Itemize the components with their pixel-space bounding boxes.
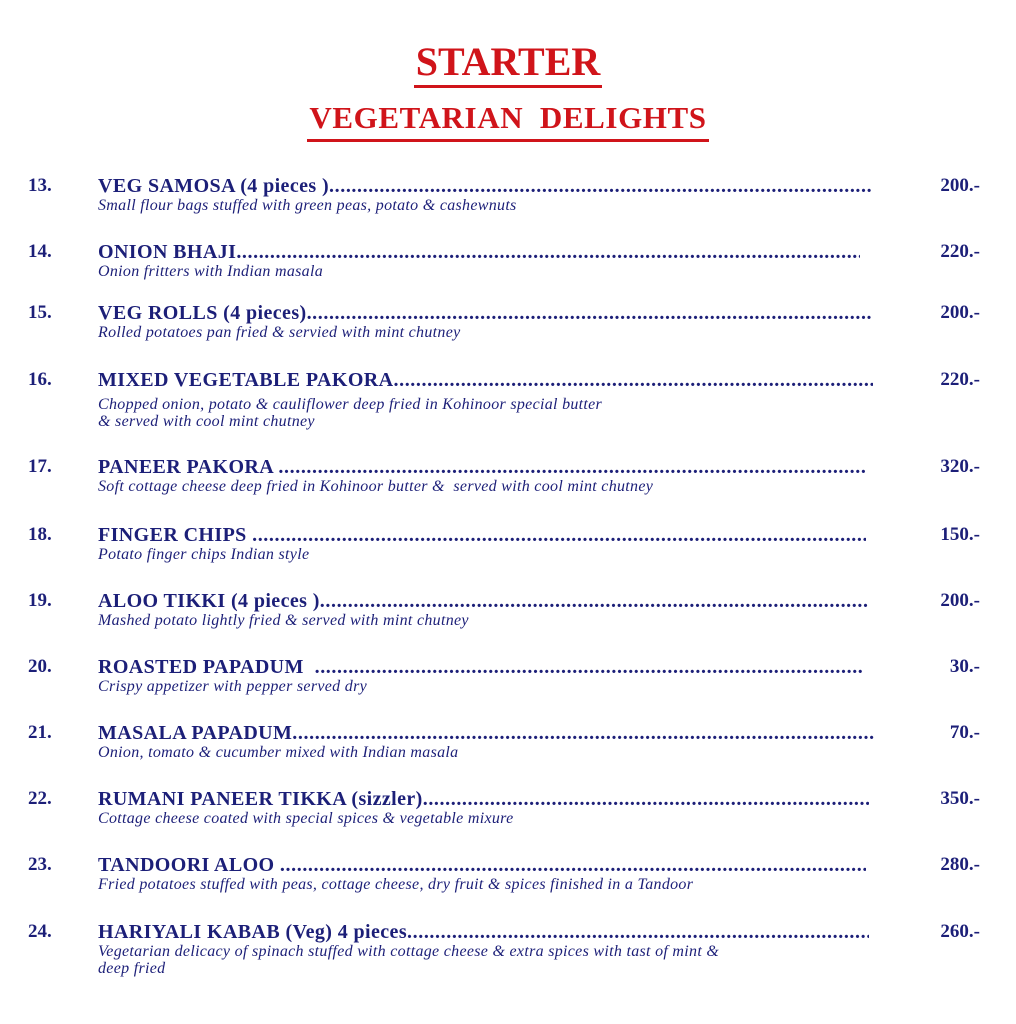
item-number: 21. [28,722,52,743]
item-description: Onion fritters with Indian masala [98,263,324,280]
item-description: Chopped onion, potato & cauliflower deep fried in Kohinoor special butter & served with cool mint chutney [98,396,603,430]
item-price: 150.- [940,524,980,545]
item-description: Crispy appetizer with pepper served dry [98,678,367,695]
item-number: 13. [28,175,52,196]
item-description: Potato finger chips Indian style [98,546,310,563]
item-name: VEG SAMOSA (4 pieces ) ..... [98,175,873,199]
item-name: ONION BHAJI ..... [98,241,860,265]
item-price: 30.- [949,656,980,677]
item-name: ALOO TIKKI (4 pieces ) ..... [98,590,869,614]
section-subtitle-text: VEGETARIAN DELIGHTS [307,102,708,142]
item-description: Small flour bags stuffed with green peas, potato & cashewnuts [98,197,517,214]
item-number: 17. [28,456,52,477]
item-price: 220.- [940,369,980,390]
item-price: 200.- [940,175,980,196]
item-name: RUMANI PANEER TIKKA (sizzler) ..... [98,788,869,812]
item-name: TANDOORI ALOO ..... [98,854,866,878]
item-name: ROASTED PAPADUM ..... [98,656,863,680]
item-name: MASALA PAPADUM ..... [98,722,875,746]
item-price: 70.- [949,722,980,743]
item-description: Mashed potato lightly fried & served with mint chutney [98,612,469,629]
item-name: PANEER PAKORA ..... [98,456,866,480]
item-price: 220.- [940,241,980,262]
item-name: FINGER CHIPS ..... [98,524,866,548]
item-number: 20. [28,656,52,677]
item-description: Cottage cheese coated with special spices & vegetable mixure [98,810,514,827]
item-number: 23. [28,854,52,875]
item-description: Fried potatoes stuffed with peas, cottage cheese, dry fruit & spices finished in a Tandoor [98,876,694,893]
item-price: 280.- [940,854,980,875]
item-number: 18. [28,524,52,545]
item-name: HARIYALI KABAB (Veg) 4 pieces ..... [98,921,869,945]
item-description: Vegetarian delicacy of spinach stuffed with cottage cheese & extra spices with tast of mint & deep fried [98,943,720,977]
item-description: Rolled potatoes pan fried & servied with mint chutney [98,324,461,341]
item-number: 24. [28,921,52,942]
item-name: VEG ROLLS (4 pieces) ..... [98,302,873,326]
item-number: 14. [28,241,52,262]
item-number: 16. [28,369,52,390]
item-price: 260.- [940,921,980,942]
item-price: 200.- [940,590,980,611]
item-price: 320.- [940,456,980,477]
item-description: Onion, tomato & cucumber mixed with Indian masala [98,744,459,761]
item-name: MIXED VEGETABLE PAKORA ..... [98,369,873,393]
menu-title-text: STARTER [414,41,603,88]
item-description: Soft cottage cheese deep fried in Kohinoor butter & served with cool mint chutney [98,478,654,495]
item-price: 350.- [940,788,980,809]
item-number: 22. [28,788,52,809]
item-number: 19. [28,590,52,611]
item-price: 200.- [940,302,980,323]
item-number: 15. [28,302,52,323]
